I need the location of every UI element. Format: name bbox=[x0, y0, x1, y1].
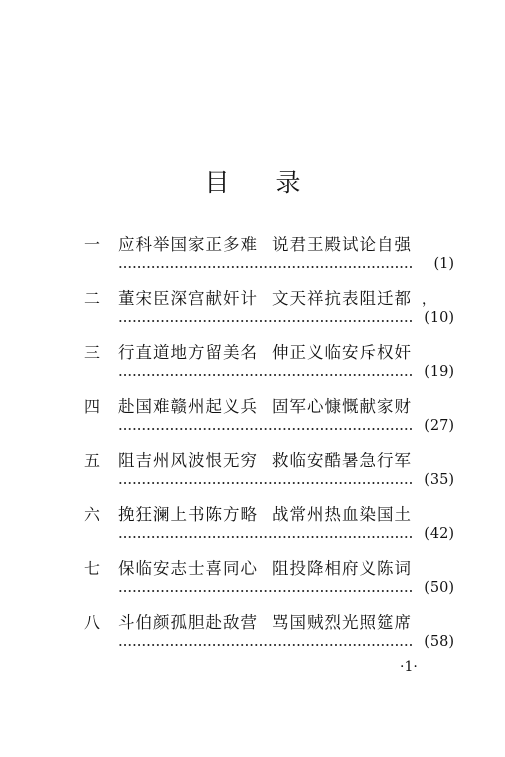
chapter-number: 一 bbox=[84, 235, 101, 254]
chapter-title-part2: 文天祥抗表阻迁都 bbox=[272, 289, 412, 308]
toc-entry[interactable] bbox=[0, 234, 505, 294]
toc-entry[interactable] bbox=[0, 396, 505, 456]
chapter-title-part1: 行直道地方留美名 bbox=[118, 343, 258, 362]
dot-leader bbox=[118, 640, 412, 650]
dot-leader bbox=[118, 316, 412, 326]
chapter-title-part1: 应科举国家正多难 bbox=[118, 235, 258, 254]
chapter-number: 三 bbox=[84, 343, 101, 362]
chapter-number: 八 bbox=[84, 613, 101, 632]
toc-entry[interactable] bbox=[0, 342, 505, 402]
toc-entry[interactable] bbox=[0, 558, 505, 618]
dot-leader bbox=[118, 424, 412, 434]
dot-leader bbox=[118, 586, 412, 596]
chapter-title-part2: 伸正义临安斥权奸 bbox=[272, 343, 412, 362]
toc-title bbox=[0, 163, 505, 199]
chapter-title-part1: 挽狂澜上书陈方略 bbox=[118, 505, 258, 524]
title-char-2: 录 bbox=[275, 168, 301, 197]
page-number: (27) bbox=[424, 418, 454, 434]
chapter-number: 五 bbox=[84, 451, 101, 470]
page-number: (42) bbox=[424, 526, 454, 542]
title-char-1: 目 bbox=[204, 168, 230, 197]
chapter-number: 六 bbox=[84, 505, 101, 524]
page-number: (50) bbox=[424, 580, 454, 596]
chapter-title-part1: 赴国难赣州起义兵 bbox=[118, 397, 258, 416]
chapter-title-part1: 阻吉州风波恨无穷 bbox=[118, 451, 258, 470]
toc-entry[interactable] bbox=[0, 504, 505, 564]
chapter-title-part1: 保临安志士喜同心 bbox=[118, 559, 258, 578]
chapter-title-part2: 战常州热血染国土 bbox=[272, 505, 412, 524]
page-number: (1) bbox=[433, 256, 454, 272]
chapter-number: 七 bbox=[84, 559, 101, 578]
chapter-number: 二 bbox=[84, 289, 101, 308]
chapter-title-part1: 董宋臣深宫献奸计 bbox=[118, 289, 258, 308]
chapter-number: 四 bbox=[84, 397, 101, 416]
chapter-title-part1: 斗伯颜孤胆赴敌营 bbox=[118, 613, 258, 632]
folio-page-number: ·1· bbox=[400, 659, 418, 675]
chapter-title-part2: 阻投降相府义陈词 bbox=[272, 559, 412, 578]
chapter-title-part2: 骂国贼烈光照筵席 bbox=[272, 613, 412, 632]
toc-entry[interactable] bbox=[0, 450, 505, 510]
page-number: (19) bbox=[424, 364, 454, 380]
chapter-title-part2: 固军心慷慨献家财 bbox=[272, 397, 412, 416]
toc-entry[interactable] bbox=[0, 288, 505, 348]
dot-leader bbox=[118, 370, 412, 380]
page-number: (35) bbox=[424, 472, 454, 488]
page-number: (58) bbox=[424, 634, 454, 650]
chapter-title-part2: 救临安酷暑急行军 bbox=[272, 451, 412, 470]
page-number: (10) bbox=[424, 310, 454, 326]
dot-leader bbox=[118, 532, 412, 542]
dot-leader bbox=[118, 478, 412, 488]
stray-mark: ， bbox=[422, 292, 437, 308]
dot-leader bbox=[118, 262, 412, 272]
chapter-title-part2: 说君王殿试论自强 bbox=[272, 235, 412, 254]
